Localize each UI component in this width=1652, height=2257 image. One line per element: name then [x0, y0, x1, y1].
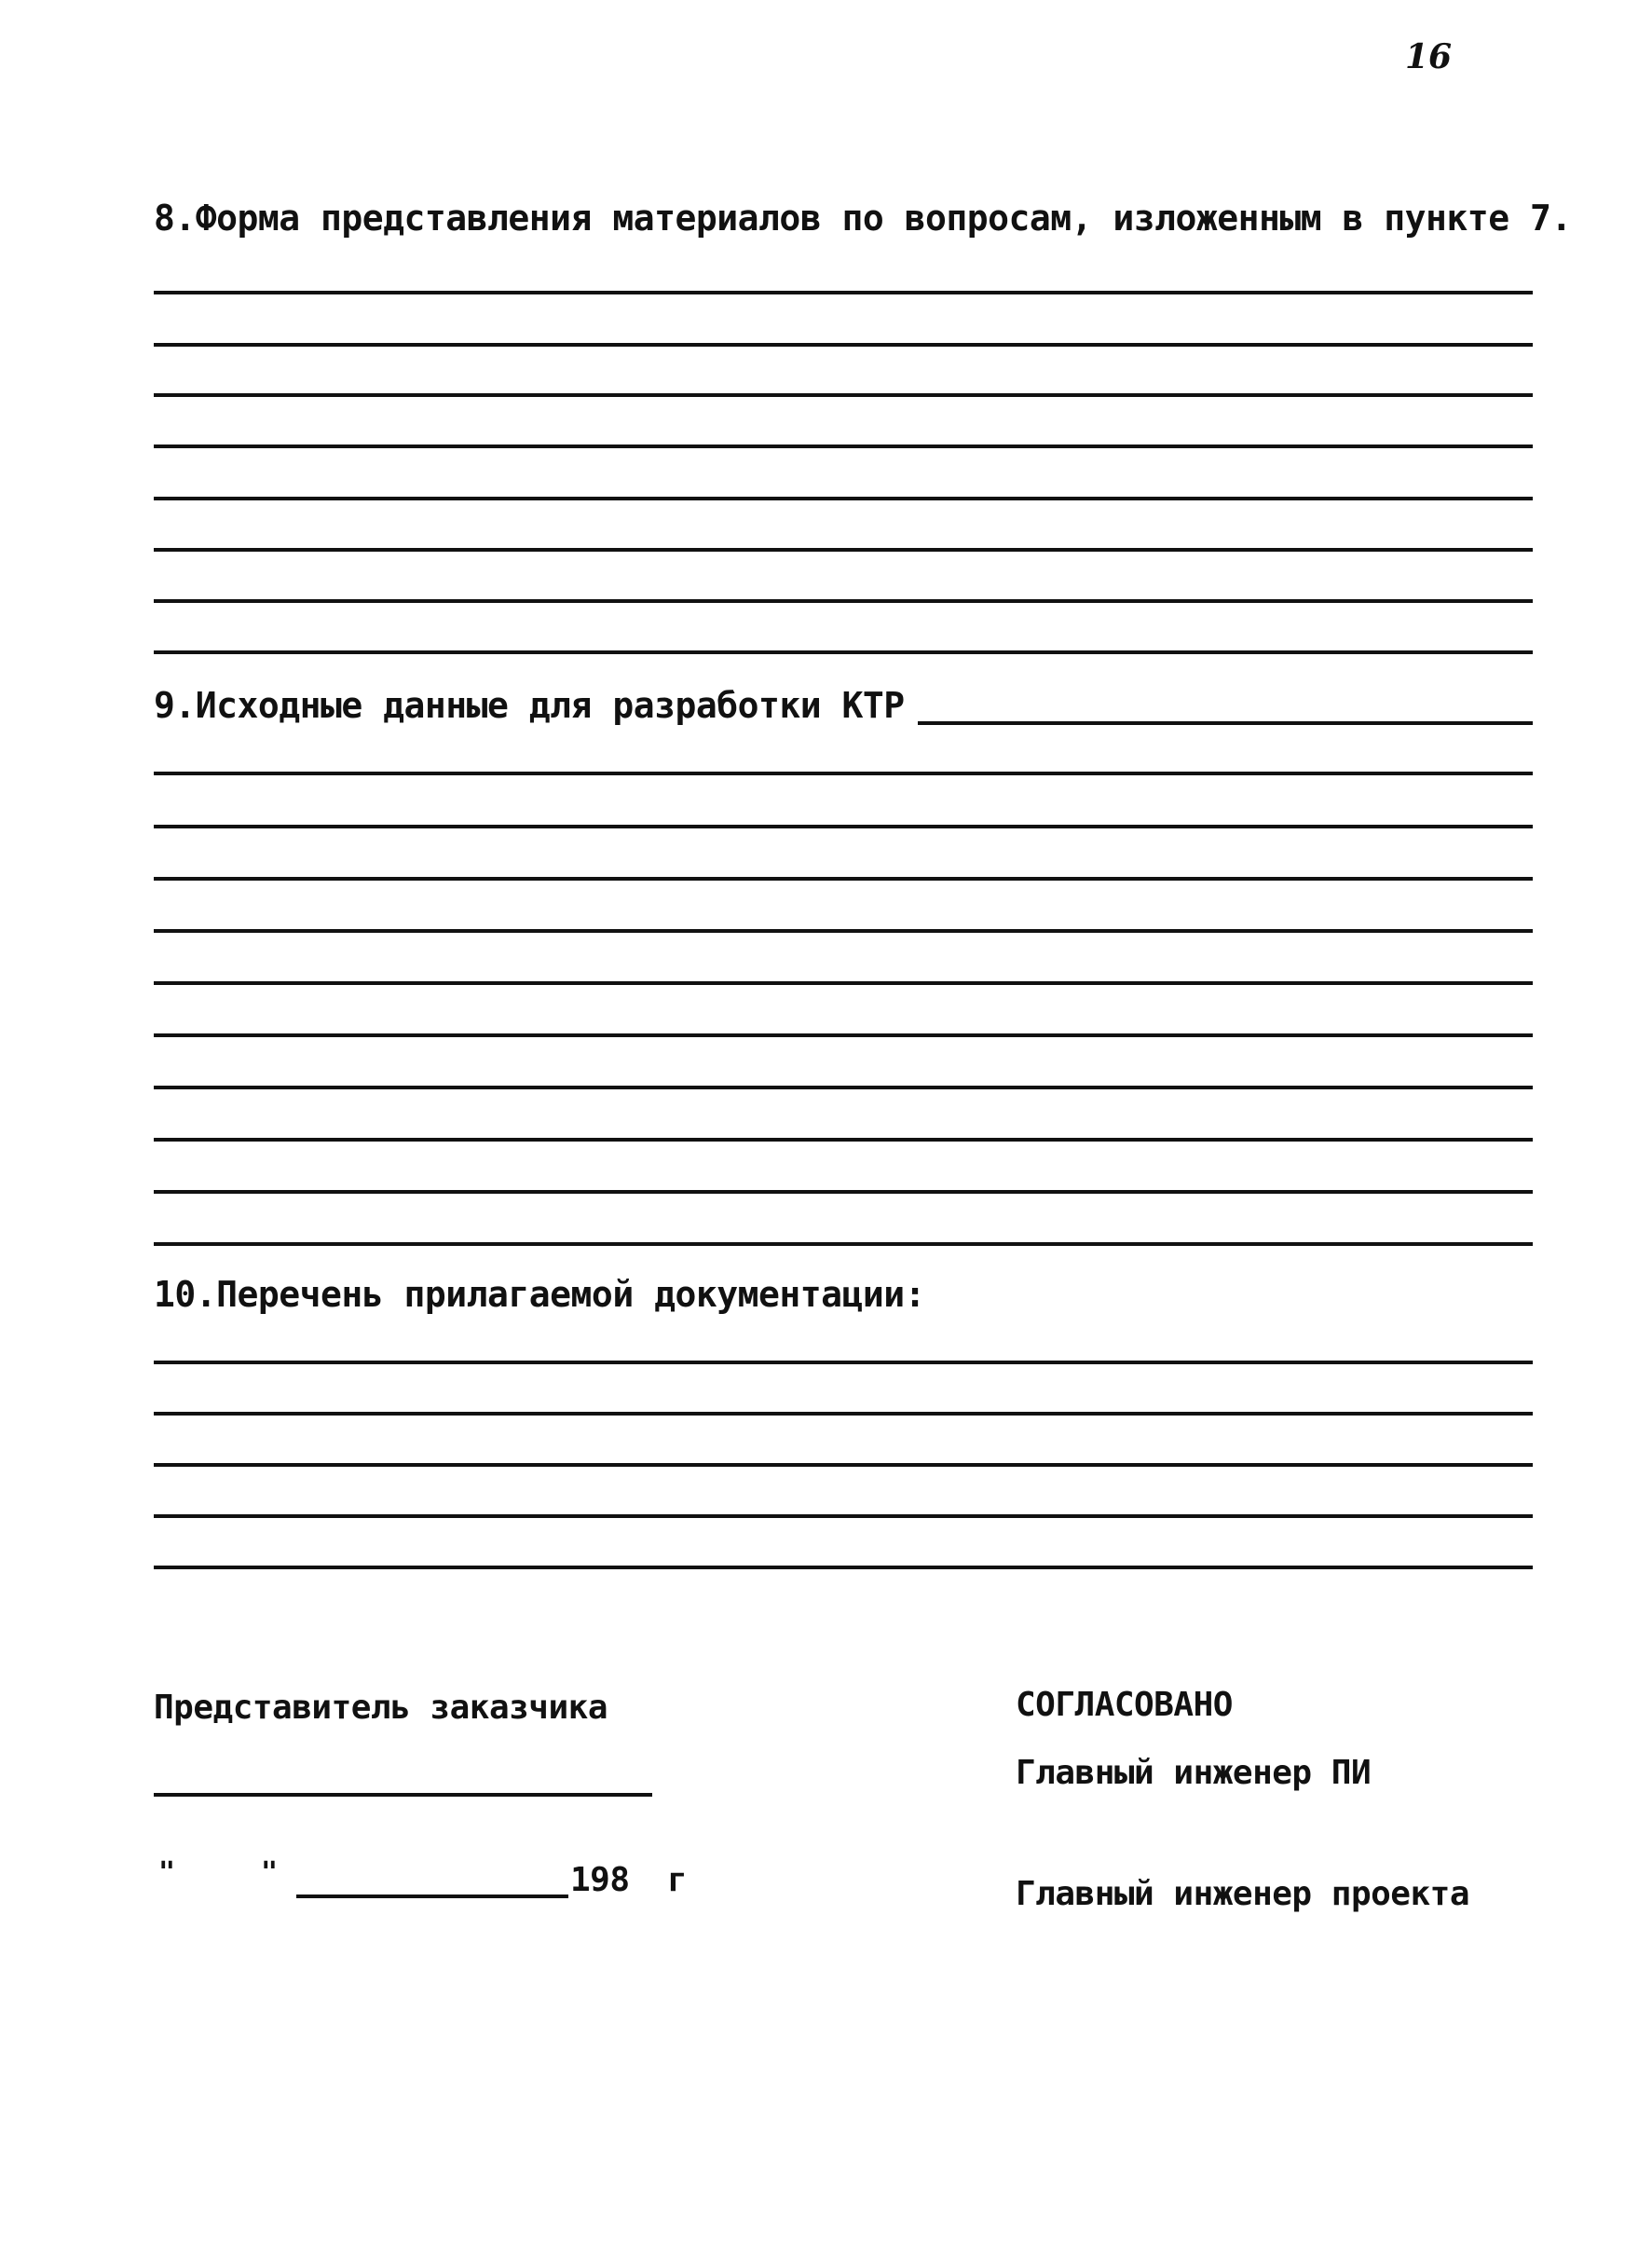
section-9-line — [154, 825, 1533, 828]
date-open-quote: " — [158, 1856, 176, 1889]
section-9-line — [154, 929, 1533, 933]
section-9-line — [154, 1242, 1533, 1246]
chief-project-engineer-label: Главный инженер проекта — [1016, 1875, 1469, 1913]
date-close-quote: " — [261, 1856, 279, 1889]
section-8-line — [154, 497, 1533, 500]
date-year-suffix: г — [667, 1861, 688, 1899]
section-9-line — [154, 1033, 1533, 1037]
page-number: 16 — [1405, 37, 1453, 76]
section-10-line — [154, 1412, 1533, 1416]
section-8-line — [154, 291, 1533, 294]
customer-signature-line — [154, 1793, 652, 1797]
section-9-line — [154, 1190, 1533, 1194]
section-8-line — [154, 343, 1533, 347]
section-8-line — [154, 548, 1533, 552]
date-month-line — [296, 1895, 568, 1898]
section-8-line — [154, 445, 1533, 448]
section-9-line — [154, 772, 1533, 775]
section-9-line — [154, 981, 1533, 985]
section-9-title: 9.Исходные данные для разработки КТР — [154, 685, 905, 726]
section-10-line — [154, 1514, 1533, 1518]
section-9-line — [154, 1086, 1533, 1089]
customer-representative-label: Представитель заказчика — [154, 1689, 608, 1727]
section-8-line — [154, 393, 1533, 397]
section-9-fill-line — [918, 721, 1533, 725]
section-8-line — [154, 599, 1533, 603]
section-9-line — [154, 877, 1533, 881]
date-year: 198 — [570, 1861, 630, 1899]
section-10-line — [154, 1361, 1533, 1364]
section-8-line — [154, 650, 1533, 654]
section-10-title: 10.Перечень прилагаемой документации: — [154, 1274, 925, 1315]
section-10-line — [154, 1463, 1533, 1467]
approved-label: СОГЛАСОВАНО — [1016, 1686, 1233, 1724]
section-9-line — [154, 1138, 1533, 1142]
chief-engineer-pi-label: Главный инженер ПИ — [1016, 1754, 1372, 1792]
section-10-line — [154, 1566, 1533, 1569]
section-8-title: 8.Форма представления материалов по вопросам, изложенным в пункте 7. — [154, 198, 1572, 239]
